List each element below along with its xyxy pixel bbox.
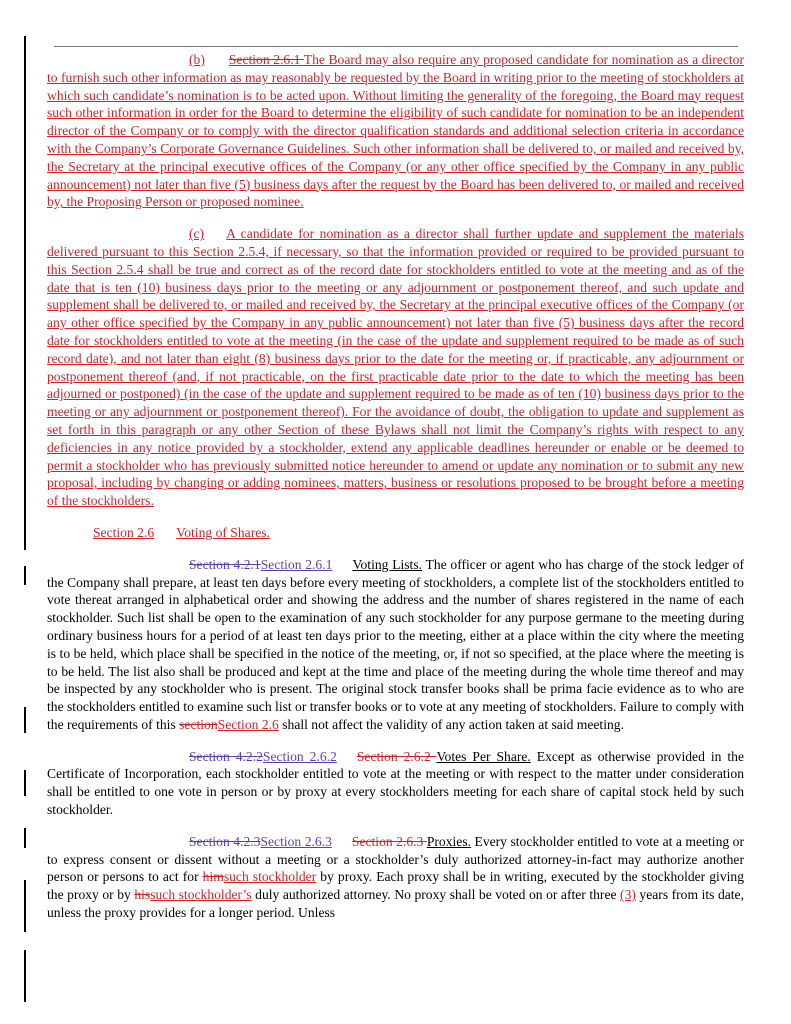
s261-text: The original stock transfer books shall be prima facie evidence as to who are the stockholders entitled to examine such list or transfer books or to vote at [47,681,744,715]
s263-inserted-stockholders: such stockholder’s [150,887,252,903]
change-bar [24,828,26,848]
change-bar [24,880,26,932]
s261-text: list of the stockholders entitled to vote thereat arranged in alphabetical order [47,574,744,608]
s263-text: stockholder giving the proxy or by [47,869,744,903]
s263-text: duly authorized attorney. [251,887,395,903]
s262-text: Except as otherwise provided in the Certificate of Incorporation, each stockholder entitled to vote at the meeting or with respect to the matter under consideration shall be entitled to one vote in person or by proxy at every stockholders meeting for each share of capital stock held by such stockholder. [47,748,744,818]
para-b-number: (b) [189,52,205,67]
s261-inserted-ref: Section 2.6 [217,716,279,732]
s262-title: Votes Per Share. [436,748,531,764]
change-bar [24,566,26,585]
change-bar [24,950,26,1002]
s262-new-ref: Section 2.6.2 [262,748,337,764]
document-page [47,51,744,936]
change-bar [24,707,26,733]
s263-text: Every stockholder entitled to vote at a meeting or to express consent or dissent without a meeting or a stockholder’s duly authorized attorney-in-fact may authorize another person or persons to act for [47,833,744,885]
paragraph-b [47,51,744,211]
s263-new-ref: Section 2.6.3 [260,833,332,849]
s261-deleted-word: section [179,716,218,732]
s261-text: examination of any such stockholder for any purpose germane to the meeting during ordinary business hours for a period of at least ten days prior to the meeting, either at a place within the city where the meeting is to be held, which place shall be specified in the notice [47,610,745,661]
para-b-text: The Board may also require any proposed candidate for nomination as a director to furnish such other information as may reasonably be requested by the Board in writing prior to the meeting of stockholders at which such candidate’s nomination is to be acted upon. Without limiting the generality of the foregoing, the Board may request such other information in order for the Board to determine the eligibility of such candidate for nomination to be an independent director of the Company or to comply with the director qualification standards and additional selection criteria in accordance with the Company’s Corporate Governance Guidelines. Such other information shall be delivered to, or mailed and received by, the Secretary at the principal executive offices of the Company (or any other office specified by the Company in any public announcement) not later than five (5) business days after the request by the Board has been delivered to, or mailed and received by, the Proposing Person or proposed nominee. [47,52,744,210]
s261-text: Such list shall be open to the [116,610,276,626]
s263-text: No proxy shall be voted on or after three [394,887,621,903]
section-heading-title: Voting of Shares. [176,524,270,540]
s263-inserted-such-stockholder: such stockholder [223,869,317,885]
para-b-deleted-ref: Section 2.6.1 [228,52,304,67]
s261-text: and place of the meeting during the whole time thereof and may be inspected by any stockholder who is present. [47,663,744,697]
s263-inserted-three: (3) [620,887,636,903]
s261-text: of the meeting, or, if not so specified, at the place where the meeting is to be held. [47,645,744,679]
s263-deleted-ref-2: Section 2.6.3 [351,833,427,849]
s261-text: any meeting of stockholders. [459,699,620,715]
s263-deleted-ref: Section 4.2.3 [189,833,261,849]
s261-deleted-ref: Section 4.2.1 [189,556,261,572]
s261-title: Voting Lists. [352,556,423,572]
s261-text: and showing the address and the number of shares registered in the name of each stockholder. [47,592,744,626]
s261-text: The officer or agent who has charge of the stock ledger of the Company shall prepare, at least ten days before every meeting of stockholders, a [47,556,744,590]
s261-text: said meeting. [551,716,624,732]
section-2-6-2 [47,748,744,819]
s261-text: Failure to comply with the requirements of this [47,699,745,732]
section-heading [47,524,744,542]
s261-new-ref: Section 2.6.1 [260,556,333,572]
section-2-6-1 [47,556,744,734]
section-2-6-3 [47,833,744,922]
change-bar [24,770,26,796]
para-c-number: (c) [189,226,205,242]
s263-text: period. Unless [256,905,336,921]
s262-deleted-ref-2: Section 2.6.2 [356,748,437,764]
s263-text: by proxy. Each proxy shall be in writing, executed by the [316,869,642,885]
section-heading-number: Section 2.6 [93,524,155,540]
header-rule [54,46,738,47]
s263-text: years from its date, unless the proxy provides for [47,887,744,921]
s261-text: The list also shall be produced and kept at the time [108,663,389,679]
s261-text: shall not affect the validity of any action taken at [278,716,552,732]
s263-deleted-his: his [134,887,151,903]
change-bar [24,36,26,550]
s262-deleted-ref: Section 4.2.2 [189,748,263,764]
s263-deleted-him: him [202,869,224,885]
s263-title: Proxies. [426,833,472,849]
s263-text: a longer [208,905,257,921]
paragraph-c [47,225,744,510]
para-c-text: A candidate for nomination as a director shall further update and supplement the materials delivered pursuant to this Section 2.5.4, if necessary, so that the information provided or required to be provided pursuant to this Section 2.5.4 shall be true and correct as of the record date for stockholders entitled to vote at the meeting and as of the date that is ten (10) business days prior to the meeting or any adjournment or postponement thereof, and such update and supplement shall be delivered to, or mailed and received by, the Secretary at the principal executive offices of the Company (or any other office specified by the Company in any public announcement) not later than five (5) business days after the record date for stockholders entitled to vote at the meeting (in the case of the update and supplement required to be made as of such record date), and not later than eight (8) business days prior to the date for the meeting or, if practicable, any adjournment or postponement thereof (and, if not practicable, on the first practicable date prior to the date to which the meeting has been adjourned or postponed) (in the case of the update and supplement required to be made as of ten (10) business days prior to the meeting or any adjournment or postponement thereof). For the avoidance of doubt, the obligation to update and supplement as set forth in this paragraph or any other Section of these Bylaws shall not limit the Company’s rights with respect to any deficiencies in any notice provided by a stockholder, extend any applicable deadlines hereunder or enable or be deemed to permit a stockholder who has previously submitted notice hereunder to amend or update any nomination or to submit any new proposal, including by changing or adding nominees, matters, business or resolutions proposed to be brought before a meeting of the stockholders. [47,226,744,509]
s261-text: complete [508,574,563,590]
